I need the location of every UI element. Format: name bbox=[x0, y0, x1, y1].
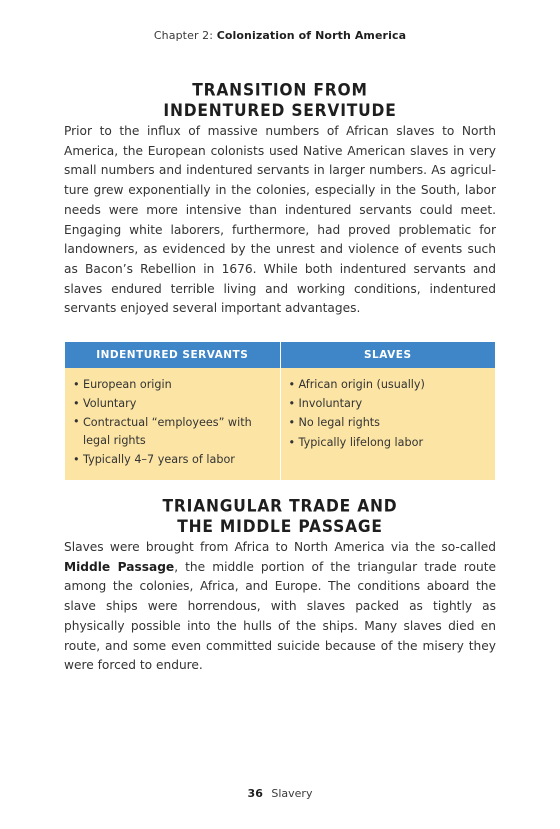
list-item: • Contractual “employees” with legal rights bbox=[73, 413, 272, 450]
section-title-line: TRIANGULAR TRADE AND bbox=[162, 496, 398, 516]
section-title-line: TRANSITION FROM bbox=[192, 80, 368, 100]
page-footer bbox=[0, 787, 560, 800]
key-term-middle-passage: Middle Passage bbox=[64, 559, 175, 574]
middle-passage-paragraph bbox=[64, 538, 496, 676]
list-item: • Typically lifelong labor bbox=[289, 433, 488, 452]
section-title-line: THE MIDDLE PASSAGE bbox=[177, 517, 383, 537]
running-header bbox=[0, 29, 560, 42]
list-item: • Involuntary bbox=[289, 394, 488, 413]
comparison-table bbox=[65, 342, 495, 480]
paragraph-text: Slaves were brought from Africa to North America via the so-called bbox=[64, 540, 496, 554]
list-item: • European origin bbox=[73, 375, 272, 394]
table-column-indentured-servants bbox=[65, 342, 280, 480]
section-title-triangular-trade bbox=[0, 496, 560, 537]
section-title-indentured-servitude bbox=[0, 80, 560, 121]
column-header: SLAVES bbox=[281, 342, 496, 368]
chapter-label: Chapter 2: bbox=[153, 29, 214, 42]
list-item: • African origin (usually) bbox=[289, 375, 488, 394]
paragraph-text: , the middle portion of the triangular trade route among the colonies, Africa, and Europe. The conditions aboard the slave ships were horrendous, with slaves packed as tightly as physically possible into the hulls of the ships. Many slaves died en route, and some even committed suicide because of the misery they were forced to endure. bbox=[64, 559, 496, 673]
table-column-slaves bbox=[280, 342, 496, 480]
column-list bbox=[65, 368, 280, 470]
book-title: Slavery bbox=[271, 787, 313, 800]
list-item: • No legal rights bbox=[289, 413, 488, 432]
list-item: • Voluntary bbox=[73, 394, 272, 413]
column-list bbox=[281, 368, 496, 452]
chapter-title: Colonization of North America bbox=[216, 29, 407, 42]
list-item: • Typically 4–7 years of labor bbox=[73, 450, 272, 469]
section-title-line: INDENTURED SERVITUDE bbox=[163, 101, 397, 121]
indentured-servitude-paragraph: Prior to the influx of massive numbers of African slaves to North America, the European colonists used Native American slaves in very small numbers and indentured servants in larger numbers. As agriculture grew exponentially in the colonies, especially in the South, labor needs were more intensive than indentured servants could meet. Engaging white laborers, furthermore, had proved problematic for landowners, as evidenced by the unrest and violence of events such as Bacon’s Rebellion in 1676. While both indentured servants and slaves endured terrible living and working conditions, indentured servants enjoyed several important advantages. bbox=[64, 124, 496, 316]
column-header: INDENTURED SERVANTS bbox=[65, 342, 280, 368]
page-number: 36 bbox=[247, 787, 263, 800]
